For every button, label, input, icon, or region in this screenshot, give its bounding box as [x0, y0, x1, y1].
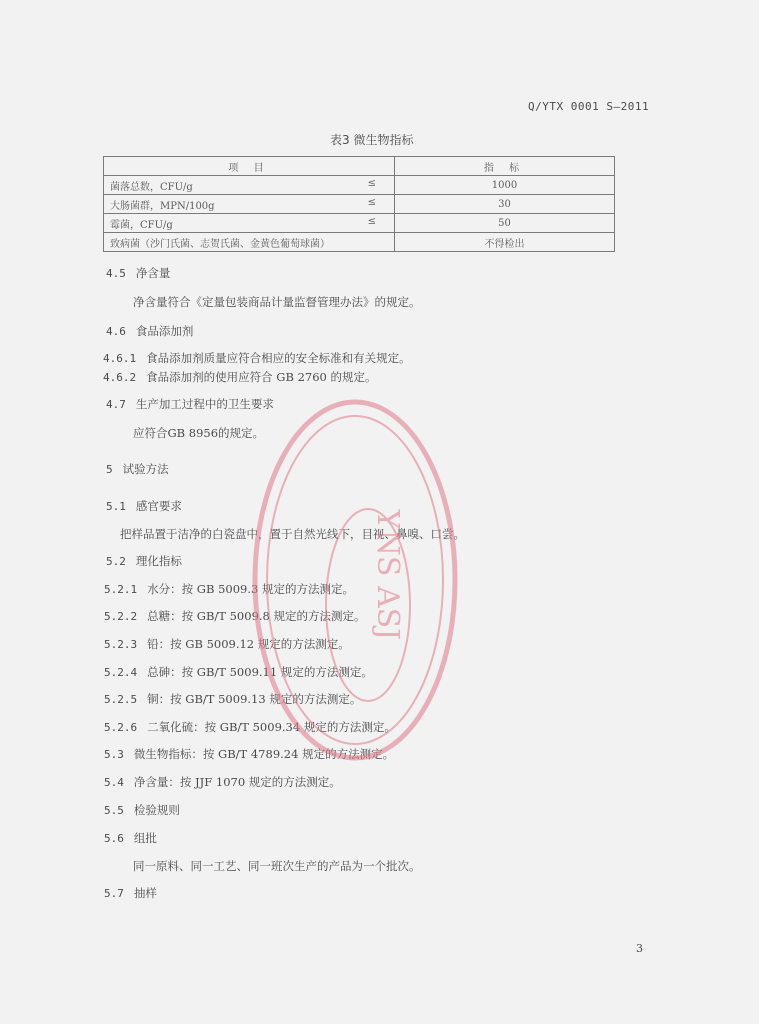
row-item-cell — [104, 176, 395, 195]
row-value: 50 — [395, 214, 615, 233]
section-heading: 5.7 抽样 — [104, 886, 157, 900]
table-header-row — [104, 157, 615, 176]
section-heading: 5.5 检验规则 — [104, 803, 180, 817]
section-heading: 5.6 组批 — [104, 831, 157, 845]
header-item: 项 目 — [104, 157, 395, 176]
row-value: 不得检出 — [395, 233, 615, 252]
paragraph: 把样品置于洁净的白瓷盘中，置于自然光线下，目视、鼻嗅、口尝。 — [120, 527, 465, 541]
page-number: 3 — [636, 942, 643, 955]
header-index: 指 标 — [395, 157, 615, 176]
seal-text: YNS ASJ — [370, 509, 405, 641]
subsection-line: 4.6.1 食品添加剂质量应符合相应的安全标准和有关规定。 — [103, 351, 411, 365]
le-symbol: ≤ — [367, 197, 376, 208]
le-symbol: ≤ — [367, 216, 376, 227]
section-heading: 4.6 食品添加剂 — [106, 324, 194, 338]
microbial-table — [103, 156, 615, 252]
section-heading: 4.5 净含量 — [106, 266, 171, 280]
paragraph: 净含量符合《定量包装商品计量监督管理办法》的规定。 — [133, 295, 421, 309]
subsection-line: 5.2.5 铜：按 GB/T 5009.13 规定的方法测定。 — [104, 692, 362, 706]
row-item-cell — [104, 195, 395, 214]
row-item: 大肠菌群，MPN/100g — [110, 200, 215, 212]
subsection-line: 5.2.4 总砷：按 GB/T 5009.11 规定的方法测定。 — [104, 665, 373, 679]
subsection-line: 5.2.2 总糖：按 GB/T 5009.8 规定的方法测定。 — [104, 609, 366, 623]
section-line: 5.4 净含量：按 JJF 1070 规定的方法测定。 — [104, 775, 341, 789]
subsection-line: 4.6.2 食品添加剂的使用应符合 GB 2760 的规定。 — [103, 370, 377, 384]
standard-code: Q/YTX 0001 S—2011 — [528, 100, 650, 113]
table-row — [104, 214, 615, 233]
table-caption: 表3 微生物指标 — [330, 133, 414, 147]
row-value: 30 — [395, 195, 615, 214]
subsection-line: 5.2.1 水分：按 GB 5009.3 规定的方法测定。 — [104, 582, 354, 596]
section-heading: 4.7 生产加工过程中的卫生要求 — [106, 397, 274, 411]
section-heading: 5.1 感官要求 — [106, 499, 182, 513]
paragraph: 同一原料、同一工艺、同一班次生产的产品为一个批次。 — [133, 859, 421, 873]
row-item: 霉菌，CFU/g — [110, 219, 173, 231]
company-seal — [250, 395, 460, 765]
paragraph: 应符合GB 8956的规定。 — [133, 426, 265, 440]
row-item: 致病菌（沙门氏菌、志贺氏菌、金黄色葡萄球菌） — [110, 238, 330, 250]
row-value: 1000 — [395, 176, 615, 195]
section-line: 5.3 微生物指标：按 GB/T 4789.24 规定的方法测定。 — [104, 747, 395, 761]
section-heading: 5 试验方法 — [106, 462, 169, 476]
row-item: 菌落总数，CFU/g — [110, 181, 193, 193]
subsection-line: 5.2.6 二氧化硫：按 GB/T 5009.34 规定的方法测定。 — [104, 720, 396, 734]
section-heading: 5.2 理化指标 — [106, 554, 182, 568]
subsection-line: 5.2.3 铅：按 GB 5009.12 规定的方法测定。 — [104, 637, 350, 651]
le-symbol: ≤ — [367, 178, 376, 189]
table-row — [104, 195, 615, 214]
row-item-cell — [104, 233, 395, 252]
table-row — [104, 176, 615, 195]
table-row — [104, 233, 615, 252]
row-item-cell — [104, 214, 395, 233]
